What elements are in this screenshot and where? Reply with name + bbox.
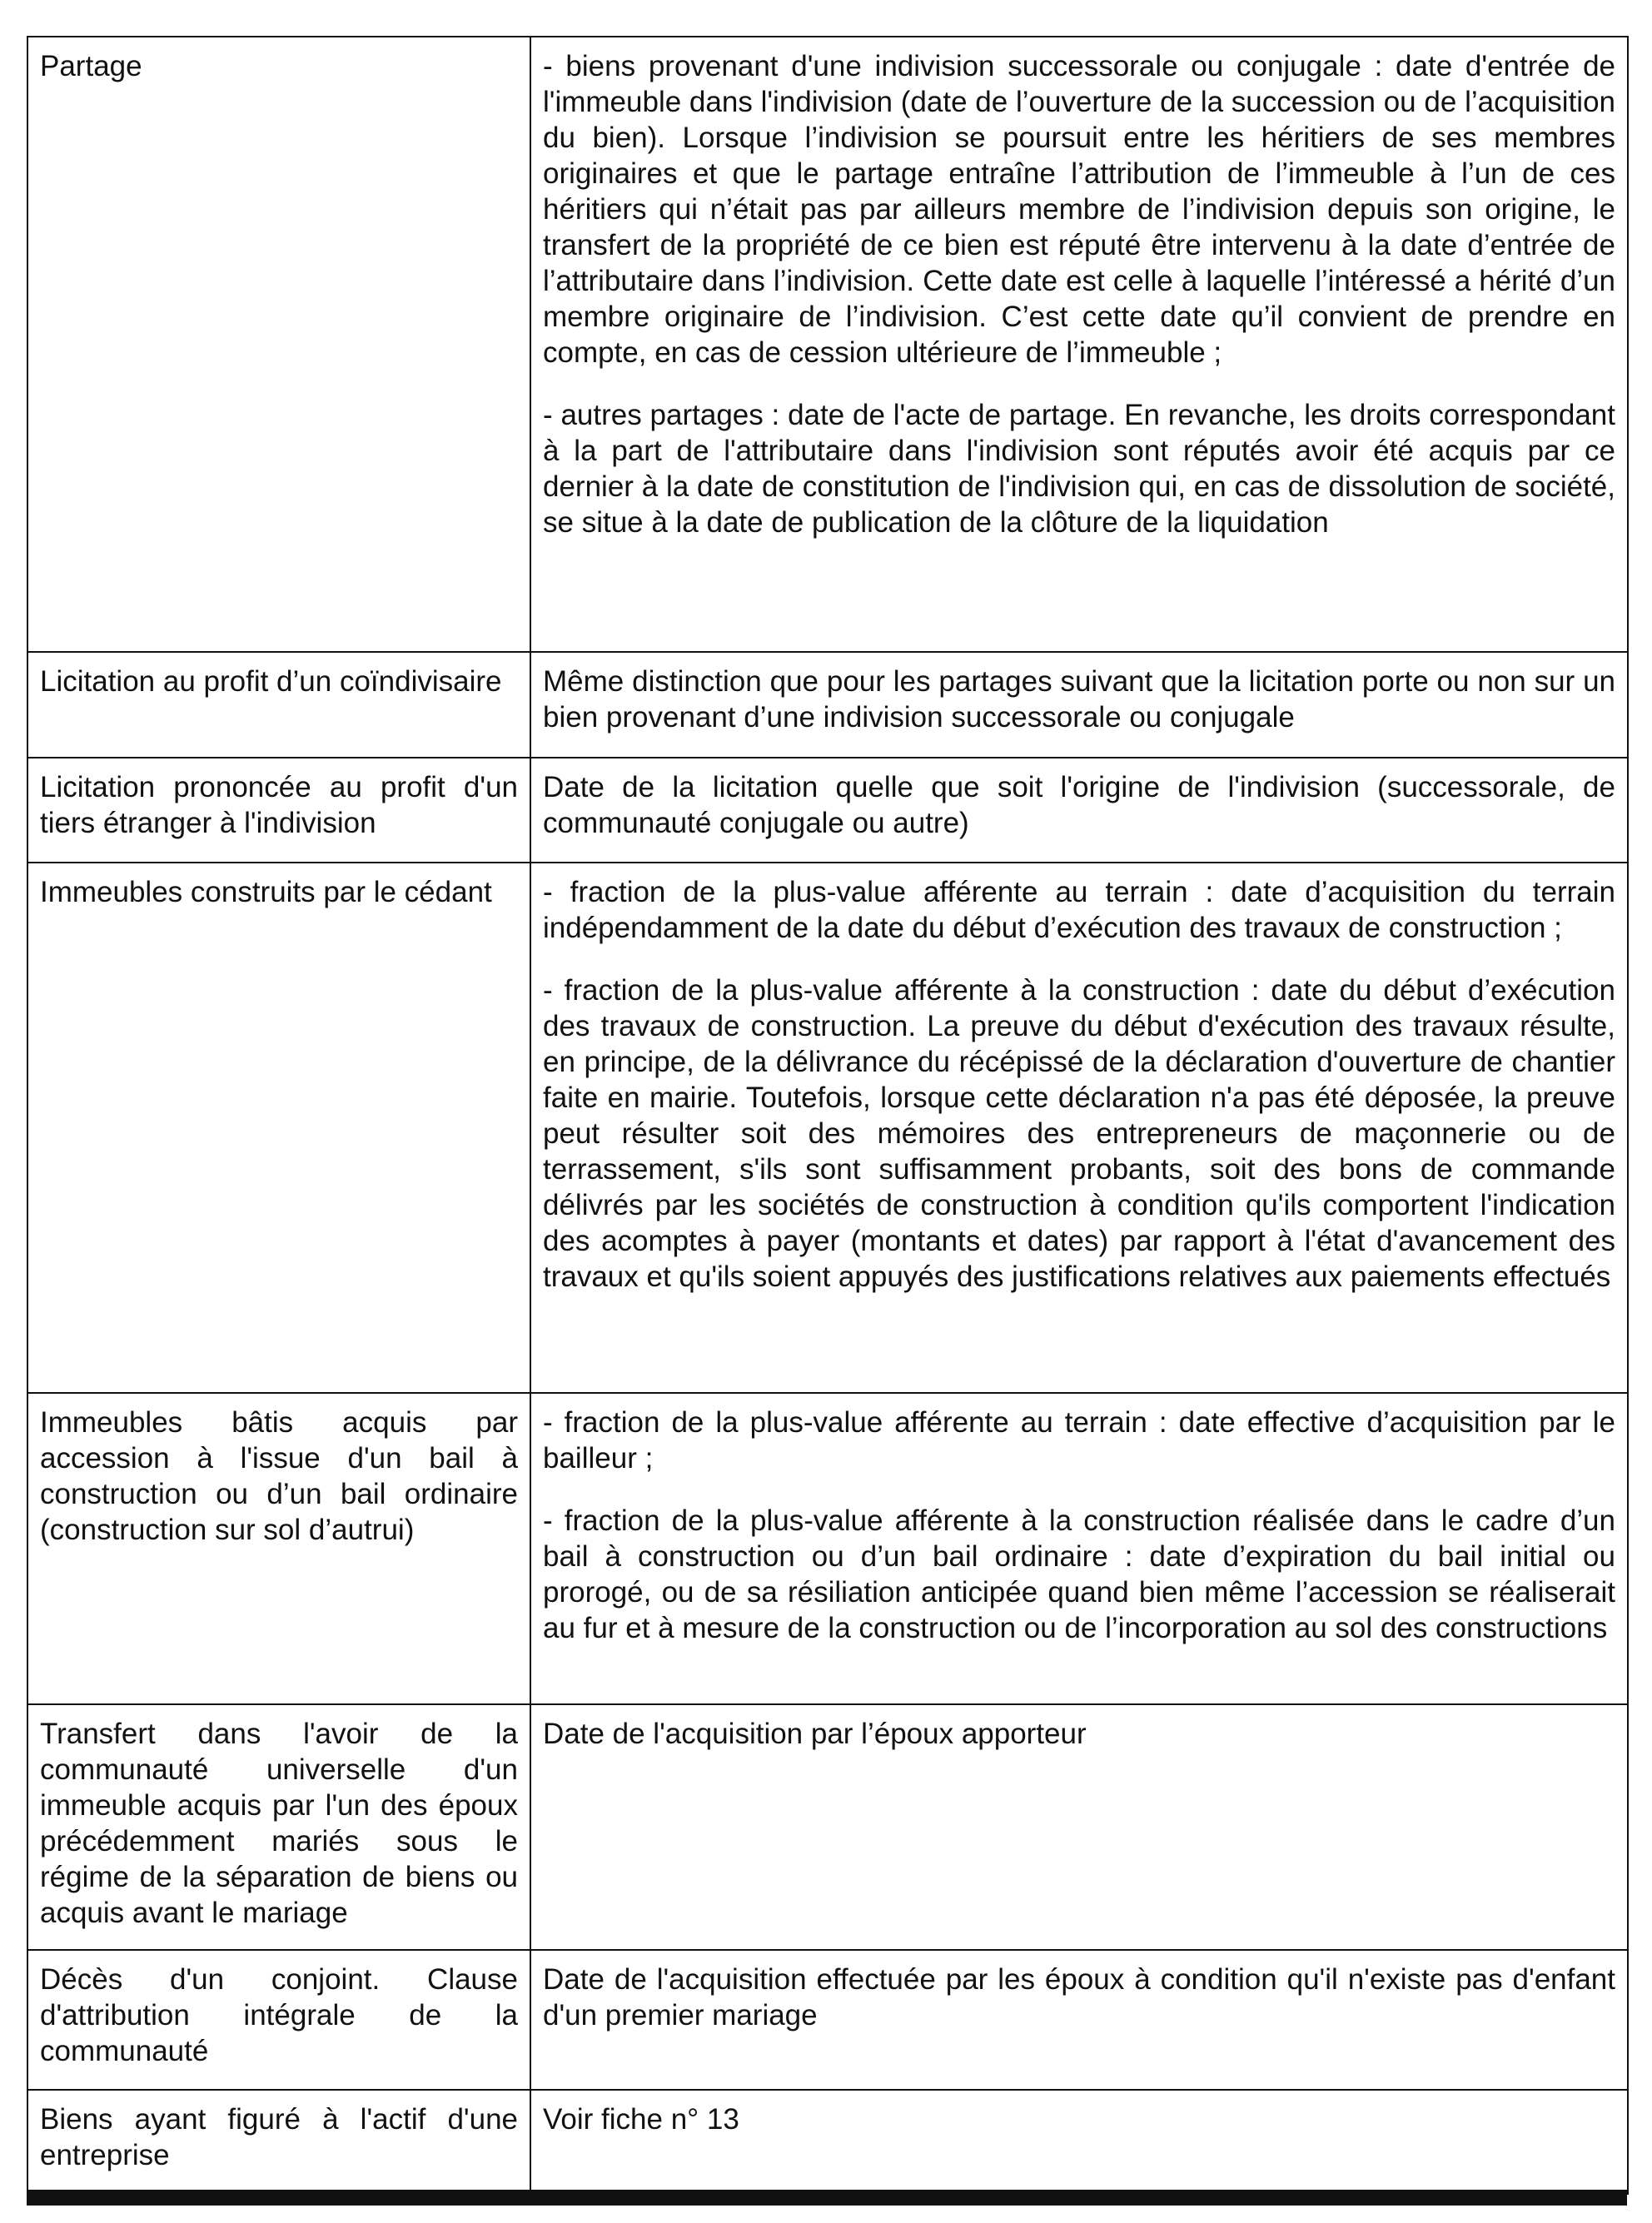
row-label-biens-entreprise <box>27 2090 530 2194</box>
row-value-paragraph: - fraction de la plus-value afférente au terrain : date d’acquisition du terrain indépendamment de la date du début d’exécution des travaux de construction ; <box>543 876 1615 944</box>
table-row <box>27 863 1628 1393</box>
table-row <box>27 652 1628 758</box>
row-label-immeubles-construits <box>27 863 530 1393</box>
row-label-text: Transfert dans l'avoir de la communauté universelle d'un immeuble acquis par l'un des époux précédemment mariés sous le régime de la séparation de biens ou acquis avant le mariage <box>40 1718 518 1929</box>
row-value-licitation-tiers <box>530 758 1628 863</box>
table-row <box>27 1950 1628 2090</box>
row-label-text: Licitation prononcée au profit d'un tiers étranger à l'indivision <box>40 771 518 839</box>
row-value-transfert-communaute <box>530 1704 1628 1950</box>
row-value-deces-conjoint <box>530 1950 1628 2090</box>
acquisition-date-table <box>27 36 1629 2195</box>
row-label-partage <box>27 37 530 652</box>
row-value-paragraph: - fraction de la plus-value afférente au terrain : date effective d’acquisition par le bailleur ; <box>543 1406 1615 1475</box>
row-label-immeubles-batis-accession <box>27 1393 530 1704</box>
row-label-text: Immeubles bâtis acquis par accession à l'issue d'un bail à construction ou d’un bail ordinaire (construction sur sol d’autrui) <box>40 1406 518 1546</box>
row-value-paragraph: Voir fiche n° 13 <box>543 2103 739 2136</box>
row-label-licitation-coindivisaire <box>27 652 530 758</box>
row-label-text: Partage <box>40 50 142 82</box>
table-row <box>27 1393 1628 1704</box>
row-label-licitation-tiers <box>27 758 530 863</box>
row-value-paragraph: - autres partages : date de l'acte de partage. En revanche, les droits correspondant à la part de l'attributaire dans l'indivision sont réputés avoir été acquis par ce dernier à la date de constitution de l'indivision qui, en cas de dissolution de société, se situe à la date de publication de la clôture de la liquidation <box>543 399 1615 539</box>
row-label-transfert-communaute <box>27 1704 530 1950</box>
row-value-licitation-coindivisaire <box>530 652 1628 758</box>
row-value-paragraph: - fraction de la plus-value afférente à la construction réalisée dans le cadre d’un bail à construction ou d’un bail ordinaire : date d’expiration du bail initial ou prorogé, ou de sa résiliation anticipée quand bien même l’accession se réaliserait au fur et à mesure de la construction ou de l’incorporation au sol des constructions <box>543 1504 1615 1644</box>
row-value-paragraph: Même distinction que pour les partages suivant que la licitation porte ou non sur un bien provenant d’une indivision successorale ou conjugale <box>543 665 1615 734</box>
row-value-immeubles-batis-accession <box>530 1393 1628 1704</box>
row-value-paragraph: Date de la licitation quelle que soit l'origine de l'indivision (successorale, de communauté conjugale ou autre) <box>543 771 1615 839</box>
row-label-text: Immeubles construits par le cédant <box>40 876 492 908</box>
row-label-deces-conjoint <box>27 1950 530 2090</box>
row-label-text: Biens ayant figuré à l'actif d'une entreprise <box>40 2103 518 2171</box>
row-value-partage <box>530 37 1628 652</box>
row-label-text: Décès d'un conjoint. Clause d'attribution intégrale de la communauté <box>40 1963 518 2067</box>
row-value-paragraph: Date de l'acquisition effectuée par les époux à condition qu'il n'existe pas d'enfant d'un premier mariage <box>543 1963 1615 2032</box>
table-row <box>27 758 1628 863</box>
table-row <box>27 37 1628 652</box>
table-row <box>27 1704 1628 1950</box>
row-value-paragraph: Date de l'acquisition par l’époux apporteur <box>543 1718 1087 1750</box>
table-row <box>27 2090 1628 2194</box>
row-value-biens-entreprise <box>530 2090 1628 2194</box>
row-value-paragraph: - biens provenant d'une indivision successorale ou conjugale : date d'entrée de l'immeuble dans l'indivision (date de l’ouverture de la succession ou de l’acquisition du bien). Lorsque l’indivision se poursuit entre les héritiers de ses membres originaires et que le partage entraîne l’attribution de l’immeuble à l’un de ces héritiers qui n’était pas par ailleurs membre de l’indivision depuis son origine, le transfert de la propriété de ce bien est réputé être intervenu à la date d’entrée de l’attributaire dans l’indivision. Cette date est celle à laquelle l’intéressé a hérité d’un membre originaire de l’indivision. C’est cette date qu’il convient de prendre en compte, en cas de cession ultérieure de l’immeuble ; <box>543 50 1615 369</box>
row-value-paragraph: - fraction de la plus-value afférente à la construction : date du début d’exécution des travaux de construction. La preuve du début d'exécution des travaux résulte, en principe, de la délivrance du récépissé de la déclaration d'ouverture de chantier faite en mairie. Toutefois, lorsque cette déclaration n'a pas été déposée, la preuve peut résulter soit des mémoires des entrepreneurs de maçonnerie ou de terrassement, s'ils sont suffisamment probants, soit des bons de commande délivrés par les sociétés de construction à condition qu'ils comportent l'indication des acomptes à payer (montants et dates) par rapport à l'état d'avancement des travaux et qu'ils soient appuyés des justifications relatives aux paiements effectués <box>543 974 1615 1293</box>
row-value-immeubles-construits <box>530 863 1628 1393</box>
table-bottom-rule <box>27 2190 1627 2206</box>
row-label-text: Licitation au profit d’un coïndivisaire <box>40 665 502 698</box>
